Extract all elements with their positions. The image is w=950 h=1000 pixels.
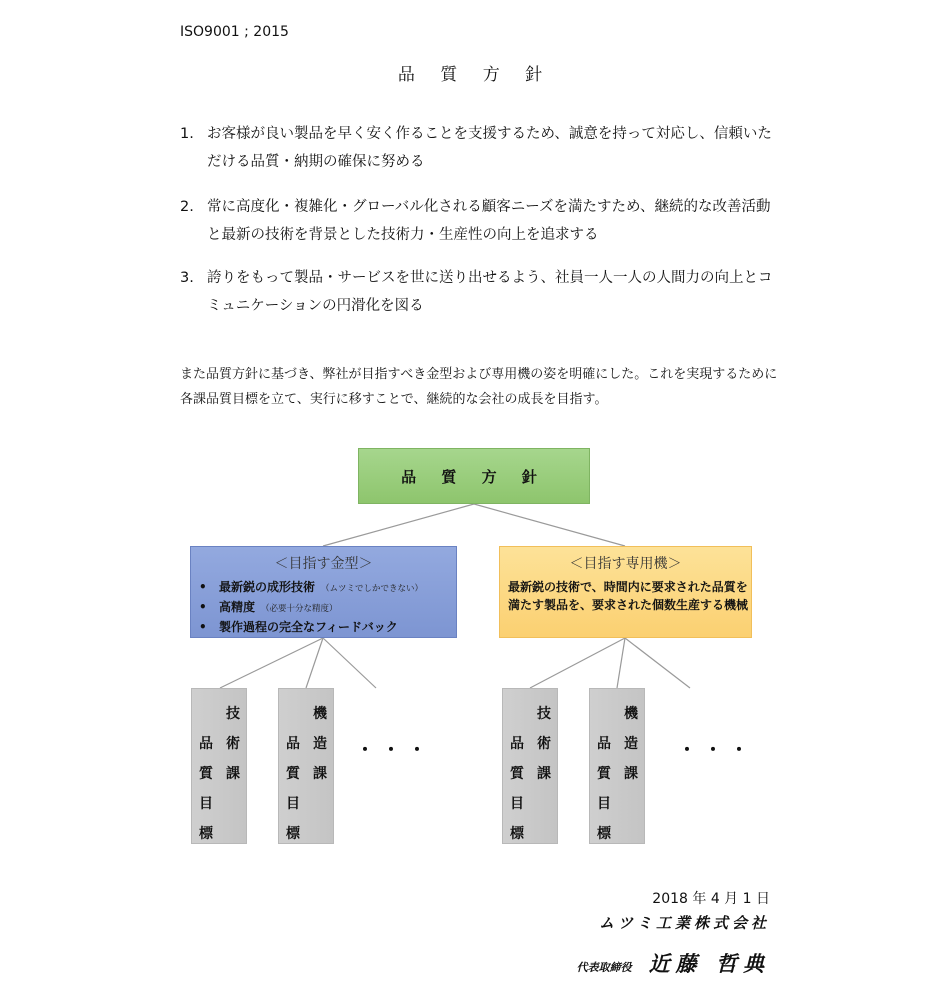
intro-paragraph: また品質方針に基づき、弊社が目指すべき金型および専用機の姿を明確にした。これを実現するために各課品質目標を立て、実行に移すことで、継続的な会社の成長を目指す。 bbox=[180, 367, 778, 407]
dept-goal-box bbox=[589, 688, 645, 844]
policy-text: お客様が良い製品を早く安く作ることを支援するため、誠意を持って対応し、信頼いただける品質・納期の確保に努める bbox=[207, 126, 772, 170]
representative-title: 代表取締役 bbox=[576, 961, 632, 974]
dept-name: 機 造 課 bbox=[313, 706, 327, 782]
bullet-icon: • bbox=[199, 620, 207, 634]
dept-goal-box bbox=[502, 688, 558, 844]
bullet-icon: • bbox=[199, 600, 207, 614]
dept-name: 技 術 課 bbox=[537, 706, 551, 782]
quality-policy-box: 品 質 方 針 bbox=[358, 448, 590, 504]
connector-line bbox=[617, 638, 625, 688]
target-machine-box bbox=[499, 546, 752, 638]
dept-goal-box bbox=[191, 688, 247, 844]
target-mold-box bbox=[190, 546, 457, 638]
dept-name: 技 術 課 bbox=[226, 706, 240, 782]
list-item: • 高精度 （必要十分な精度） bbox=[199, 600, 338, 614]
dept-name: 機 造 課 bbox=[624, 706, 638, 782]
policy-text: 誇りをもって製品・サービスを世に送り出せるよう、社員一人一人の人間力の向上とコミュニケーションの円滑化を図る bbox=[207, 270, 773, 314]
connector-line bbox=[530, 638, 625, 688]
dept-goal: 品 質 目 標 bbox=[286, 736, 300, 842]
dept-goal: 品 質 目 標 bbox=[597, 736, 611, 842]
target-machine-text: 最新鋭の技術で、時間内に要求された品質を満たす製品を、要求された個数生産する機械 bbox=[508, 580, 749, 612]
company-name: ムツミ工業株式会社 bbox=[598, 914, 770, 932]
signature bbox=[577, 948, 770, 978]
policy-text: 常に高度化・複雑化・グローバル化される顧客ニーズを満たすため、継続的な改善活動と最新の技術を背景とした技術力・生産性の向上を追求する bbox=[207, 199, 771, 243]
target-machine-heading: ＜目指す専用機＞ bbox=[569, 556, 682, 572]
target-mold-heading: ＜目指す金型＞ bbox=[274, 556, 373, 572]
list-item: • 最新鋭の成形技術 （ムツミでしかできない） bbox=[199, 580, 424, 594]
dept-goal-box bbox=[278, 688, 334, 844]
list-item: • 製作過程の完全なフィードバック bbox=[199, 620, 398, 634]
policy-number: 1. bbox=[180, 126, 194, 142]
issue-date: 2018 年 4 月 1 日 bbox=[652, 891, 770, 907]
connector-line bbox=[474, 504, 625, 546]
connector-line bbox=[323, 638, 376, 688]
iso-standard: ISO9001 ; 2015 bbox=[180, 24, 289, 40]
ellipsis: ・・・ bbox=[356, 740, 434, 761]
connector-line bbox=[220, 638, 323, 688]
page-title: 品 質 方 針 bbox=[397, 65, 553, 85]
policy-number: 3. bbox=[180, 270, 194, 286]
policy-number: 2. bbox=[180, 199, 194, 215]
dept-goal: 品 質 目 標 bbox=[510, 736, 524, 842]
target-mold-list bbox=[199, 578, 423, 638]
representative-name: 近藤 哲典 bbox=[648, 951, 770, 976]
connector-line bbox=[323, 504, 474, 546]
bullet-icon: • bbox=[199, 580, 207, 594]
connector-line bbox=[625, 638, 690, 688]
dept-goal: 品 質 目 標 bbox=[199, 736, 213, 842]
ellipsis: ・・・ bbox=[678, 740, 756, 761]
